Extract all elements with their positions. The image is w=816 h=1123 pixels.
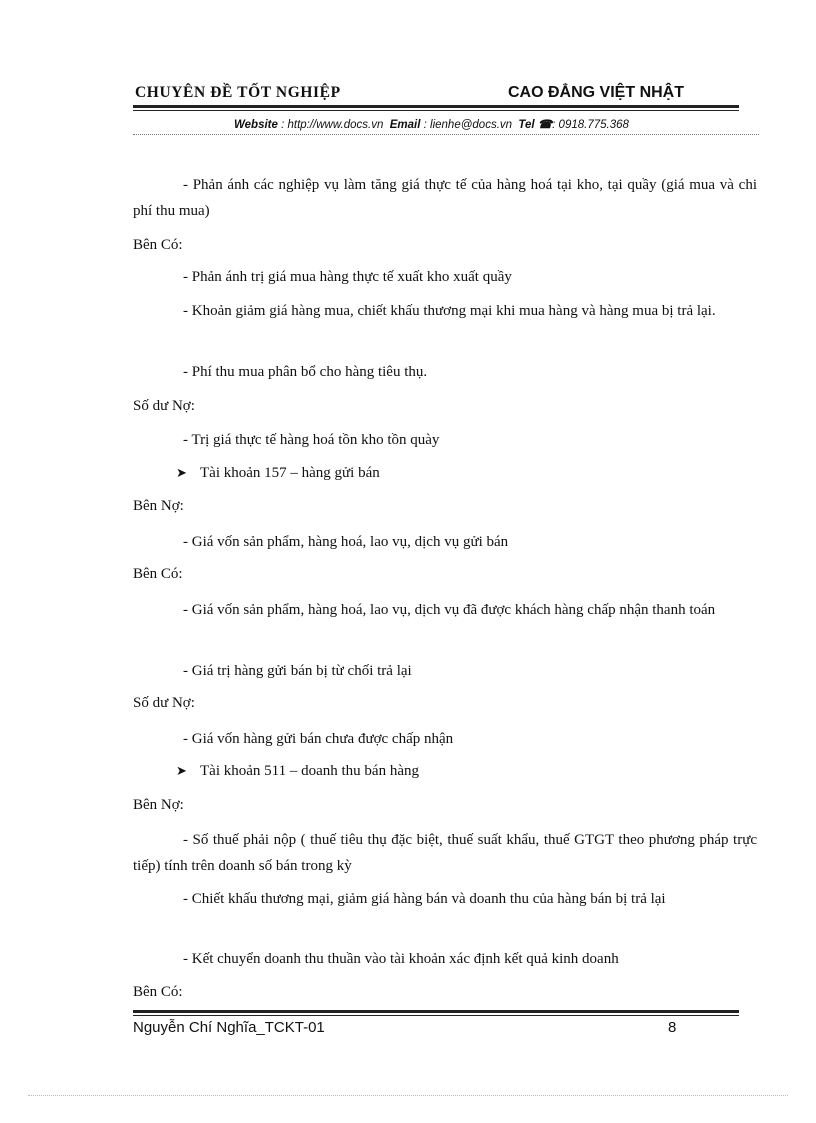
account-heading-text: Tài khoản 511 – doanh thu bán hàng (200, 763, 419, 779)
footer-rule-thick (133, 1010, 739, 1013)
footer-author: Nguyễn Chí Nghĩa_TCKT-01 (133, 1019, 325, 1036)
tel-value: : 0918.775.368 (552, 119, 629, 131)
paragraph: - Phản ánh các nghiệp vụ làm tăng giá thực tế của hàng hoá tại kho, tại quầy (giá mua và chi phí thu mua) (133, 177, 757, 219)
account-heading (176, 465, 380, 482)
paragraph: - Chiết khấu thương mại, giảm giá hàng bán và doanh thu của hàng bán bị trả lại (183, 891, 666, 907)
arrow-bullet-icon: ➤ (176, 465, 187, 480)
section-label: Số dư Nợ: (133, 695, 195, 711)
section-label: Bên Nợ: (133, 498, 184, 514)
header-dotted-rule (133, 134, 759, 135)
section-label: Bên Có: (133, 984, 183, 1000)
paragraph: - Số thuế phải nộp ( thuế tiêu thụ đặc biệt, thuế suất khẩu, thuế GTGT theo phương pháp trực tiếp) tính trên doanh số bán trong kỳ (133, 832, 757, 874)
arrow-bullet-icon: ➤ (176, 763, 187, 778)
account-heading-text: Tài khoản 157 – hàng gửi bán (200, 465, 380, 481)
paragraph: - Kết chuyển doanh thu thuần vào tài khoản xác định kết quả kinh doanh (183, 951, 619, 967)
paragraph: - Khoản giảm giá hàng mua, chiết khấu thương mại khi mua hàng và hàng mua bị trả lại. (183, 303, 716, 319)
page-number: 8 (668, 1019, 677, 1036)
header-left-title: CHUYÊN ĐỀ TỐT NGHIỆP (135, 84, 341, 101)
paragraph: - Phản ánh trị giá mua hàng thực tế xuất kho xuất quầy (183, 269, 512, 285)
paragraph: - Phí thu mua phân bổ cho hàng tiêu thụ. (183, 364, 428, 380)
tel-label: Tel (518, 119, 535, 131)
email-value: : lienhe@docs.vn (423, 119, 513, 131)
page-bottom-dotted-edge (28, 1095, 788, 1096)
section-label: Bên Nợ: (133, 797, 184, 813)
phone-icon: ☎ (537, 119, 553, 131)
section-label: Số dư Nợ: (133, 398, 195, 414)
paragraph: - Giá vốn hàng gửi bán chưa được chấp nhận (183, 731, 454, 747)
email-label: Email (389, 119, 421, 131)
paragraph: - Giá trị hàng gửi bán bị từ chối trả lại (183, 663, 412, 679)
paragraph: - Giá vốn sản phẩm, hàng hoá, lao vụ, dịch vụ đã được khách hàng chấp nhận thanh toán (183, 602, 716, 618)
header-rule-thick (133, 105, 739, 108)
header-contact-line (234, 117, 629, 131)
paragraph: - Giá vốn sản phẩm, hàng hoá, lao vụ, dịch vụ gửi bán (183, 534, 509, 550)
header-right-title: CAO ĐẲNG VIỆT NHẬT (508, 84, 684, 101)
paragraph: - Trị giá thực tế hàng hoá tồn kho tồn quày (183, 432, 440, 448)
section-label: Bên Có: (133, 566, 183, 582)
account-heading (176, 763, 419, 780)
section-label: Bên Có: (133, 237, 183, 253)
website-value: : http://www.docs.vn (281, 119, 384, 131)
website-label: Website (234, 119, 278, 131)
footer-rule-thin (133, 1015, 739, 1016)
header-rule-thin (133, 110, 739, 111)
